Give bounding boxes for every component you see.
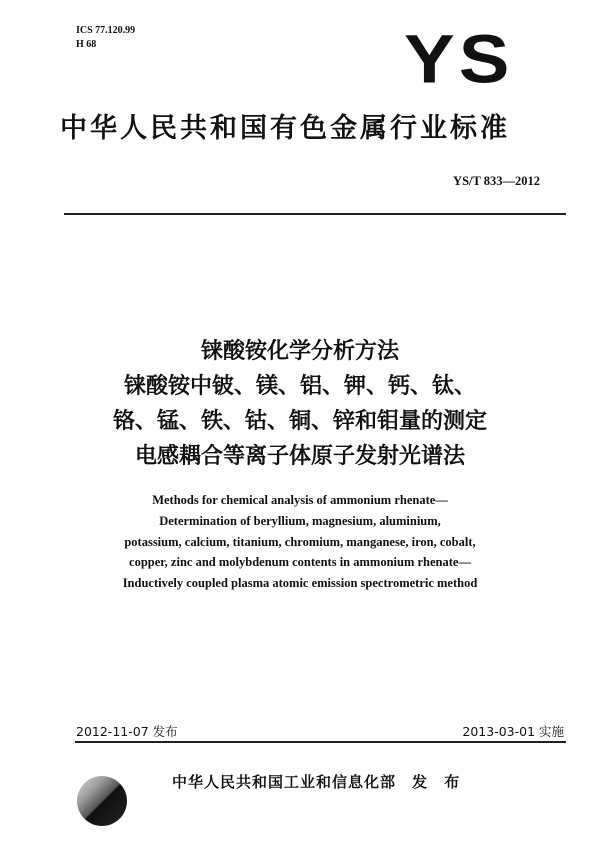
issue-date: 2012-11-07 发布 [76,724,178,739]
ys-logo: YS [404,21,514,98]
title-en-line: Determination of beryllium, magnesium, aluminium, [159,513,441,528]
divider [75,741,566,743]
title-cn-line: 铬、锰、铁、钴、铜、锌和钼量的测定 [112,409,487,434]
title-cn-line: 电感耦合等离子体原子发射光谱法 [134,444,465,469]
title-en-line: copper, zinc and molybdenum contents in ammonium rhenate— [129,555,471,570]
title-en-line: Methods for chemical analysis of ammonium rhenate— [152,493,448,507]
title-en-line: potassium, calcium, titanium, chromium, manganese, iron, cobalt, [124,534,476,549]
anti-counterfeit-seal [77,776,127,826]
title-english [0,490,600,594]
title-cn-line: 铼酸铵中铍、镁、铝、钾、钙、钛、 [123,374,476,399]
publish-label: 发 布 [412,773,466,791]
ccs-code: H 68 [76,39,97,50]
standard-category-title: 中华人民共和国有色金属行业标准 [60,113,510,144]
ics-code: ICS 77.120.99 [76,25,136,36]
classification-codes [76,24,135,52]
standard-number: YS/T 833—2012 [453,174,540,188]
publisher: 中华人民共和国工业和信息化部 [172,773,397,791]
divider [64,213,566,215]
title-cn-line: 铼酸铵化学分析方法 [200,339,399,364]
implement-date: 2013-03-01 实施 [462,724,564,739]
title-en-line: Inductively coupled plasma atomic emission spectrometric method [122,576,478,591]
title-chinese [0,334,600,474]
